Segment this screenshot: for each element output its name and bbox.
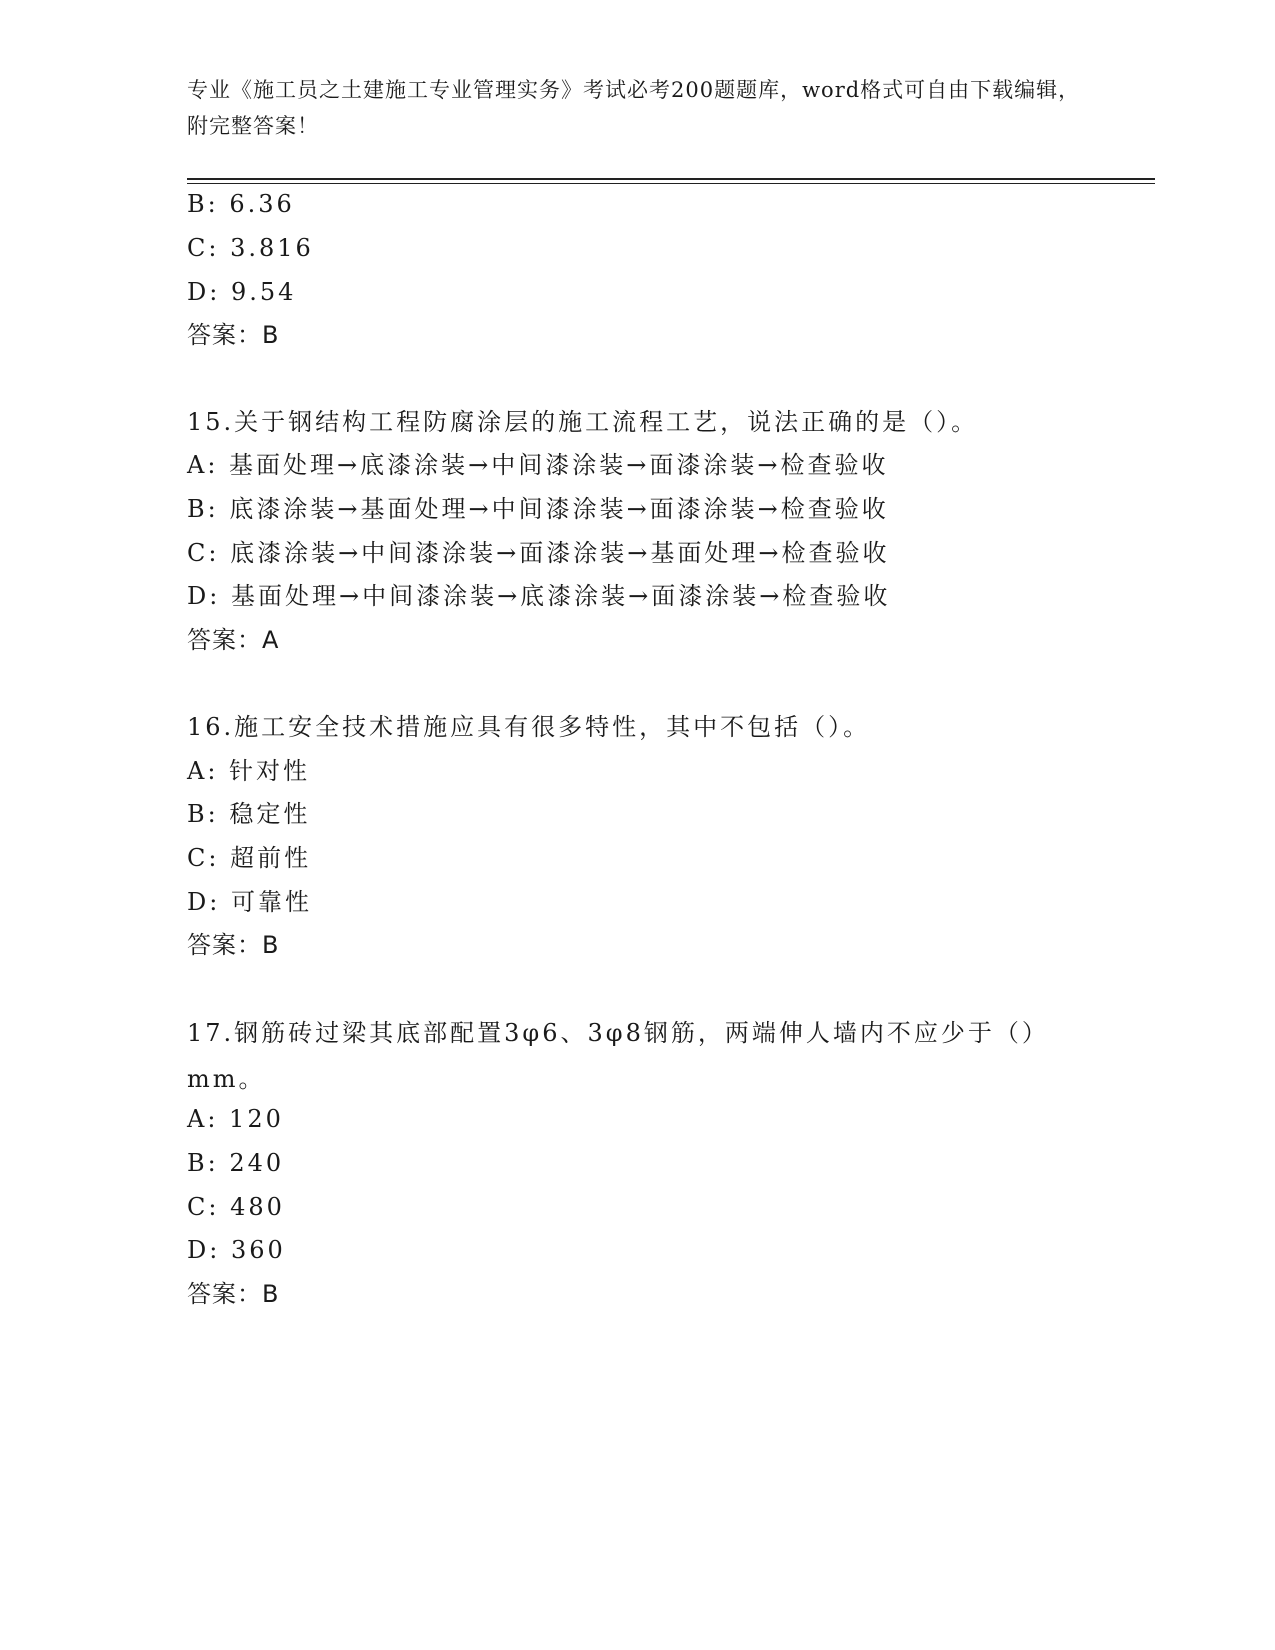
option-a: A: 基面处理→底漆涂装→中间漆涂装→面漆涂装→检查验收 <box>187 451 889 479</box>
option-d: D: 可靠性 <box>187 888 312 916</box>
option-b: B: 稳定性 <box>187 800 311 828</box>
document-header: 专业《施工员之土建施工专业管理实务》考试必考200题题库，word格式可自由下载编辑，附完整答案！ <box>187 78 1081 138</box>
header-divider <box>187 178 1155 184</box>
question-stem: 17.钢筋砖过梁其底部配置3φ6、3φ8钢筋，两端伸人墙内不应少于（）mm。 <box>187 1019 1049 1093</box>
option-c: C: 3.816 <box>187 234 314 262</box>
option-c: C: 底漆涂装→中间漆涂装→面漆涂装→基面处理→检查验收 <box>187 539 890 567</box>
question-stem: 15.关于钢结构工程防腐涂层的施工流程工艺，说法正确的是（）。 <box>187 408 979 436</box>
option-d: D: 基面处理→中间漆涂装→底漆涂装→面漆涂装→检查验收 <box>187 582 891 610</box>
option-a: A: 120 <box>187 1105 284 1133</box>
answer: 答案：B <box>187 1280 280 1308</box>
option-c: C: 480 <box>187 1193 285 1221</box>
option-d: D: 9.54 <box>187 278 297 306</box>
option-d: D: 360 <box>187 1236 286 1264</box>
answer: 答案：B <box>187 321 280 349</box>
option-b: B: 240 <box>187 1149 285 1177</box>
option-c: C: 超前性 <box>187 844 312 872</box>
question-stem: 16.施工安全技术措施应具有很多特性，其中不包括（）。 <box>187 713 871 741</box>
answer: 答案：B <box>187 931 280 959</box>
answer: 答案：A <box>187 626 280 654</box>
option-a: A: 针对性 <box>187 757 311 785</box>
option-b: B: 6.36 <box>187 190 295 218</box>
option-b: B: 底漆涂装→基面处理→中间漆涂装→面漆涂装→检查验收 <box>187 495 889 523</box>
